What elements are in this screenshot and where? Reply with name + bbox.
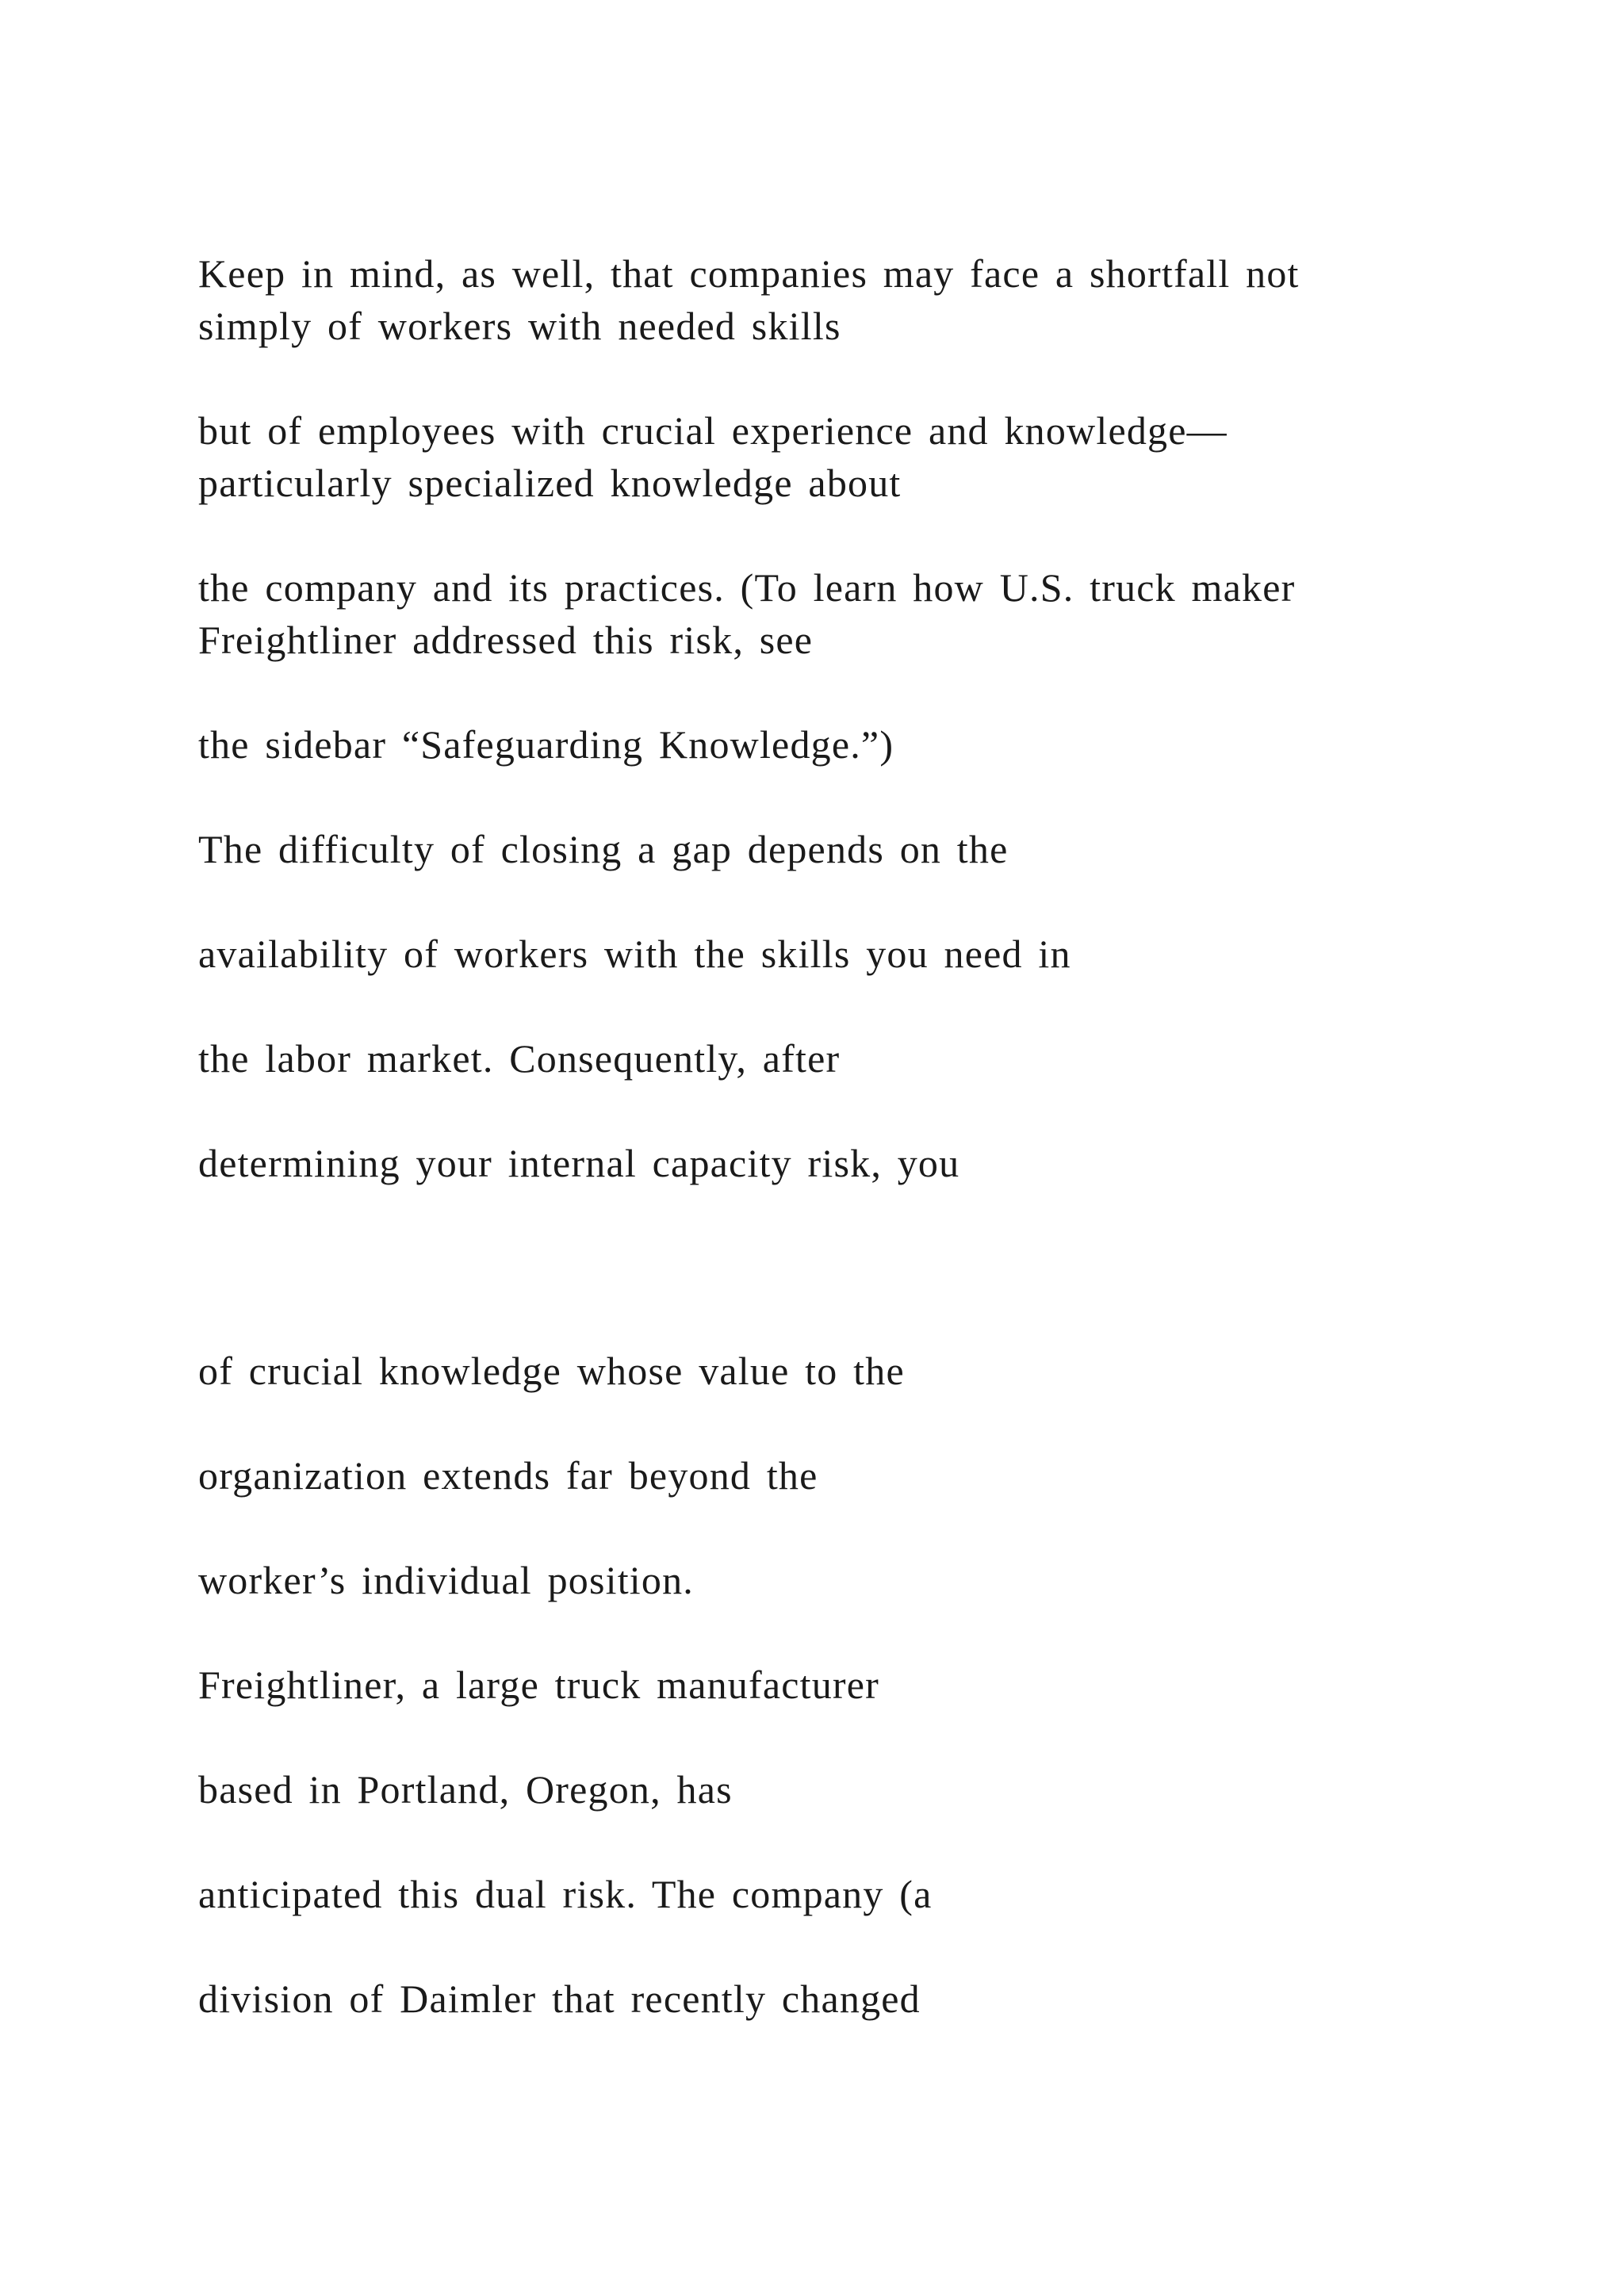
text-line: Keep in mind, as well, that companies may face a shortfall not: [198, 251, 1300, 296]
text-line: based in Portland, Oregon, has: [198, 1767, 733, 1812]
text-line: determining your internal capacity risk, you: [198, 1141, 960, 1185]
text-line: worker’s individual position.: [198, 1558, 694, 1602]
text-line: the sidebar “Safeguarding Knowledge.”): [198, 722, 894, 767]
text-line: particularly specialized knowledge about: [198, 461, 902, 505]
text-line: The difficulty of closing a gap depends on the: [198, 827, 1009, 871]
text-line: Freightliner, a large truck manufacturer: [198, 1663, 880, 1707]
text-line: simply of workers with needed skills: [198, 304, 841, 348]
text-line: the labor market. Consequently, after: [198, 1036, 841, 1081]
text-line: availability of workers with the skills you need in: [198, 932, 1071, 976]
text-line: organization extends far beyond the: [198, 1453, 818, 1498]
text-line: of crucial knowledge whose value to the: [198, 1349, 905, 1393]
text-line: division of Daimler that recently changed: [198, 1976, 921, 2021]
text-line: but of employees with crucial experience and knowledge—: [198, 408, 1228, 453]
text-line: anticipated this dual risk. The company (a: [198, 1872, 933, 1916]
text-line: the company and its practices. (To learn how U.S. truck maker: [198, 565, 1296, 610]
text-line: Freightliner addressed this risk, see: [198, 618, 814, 662]
